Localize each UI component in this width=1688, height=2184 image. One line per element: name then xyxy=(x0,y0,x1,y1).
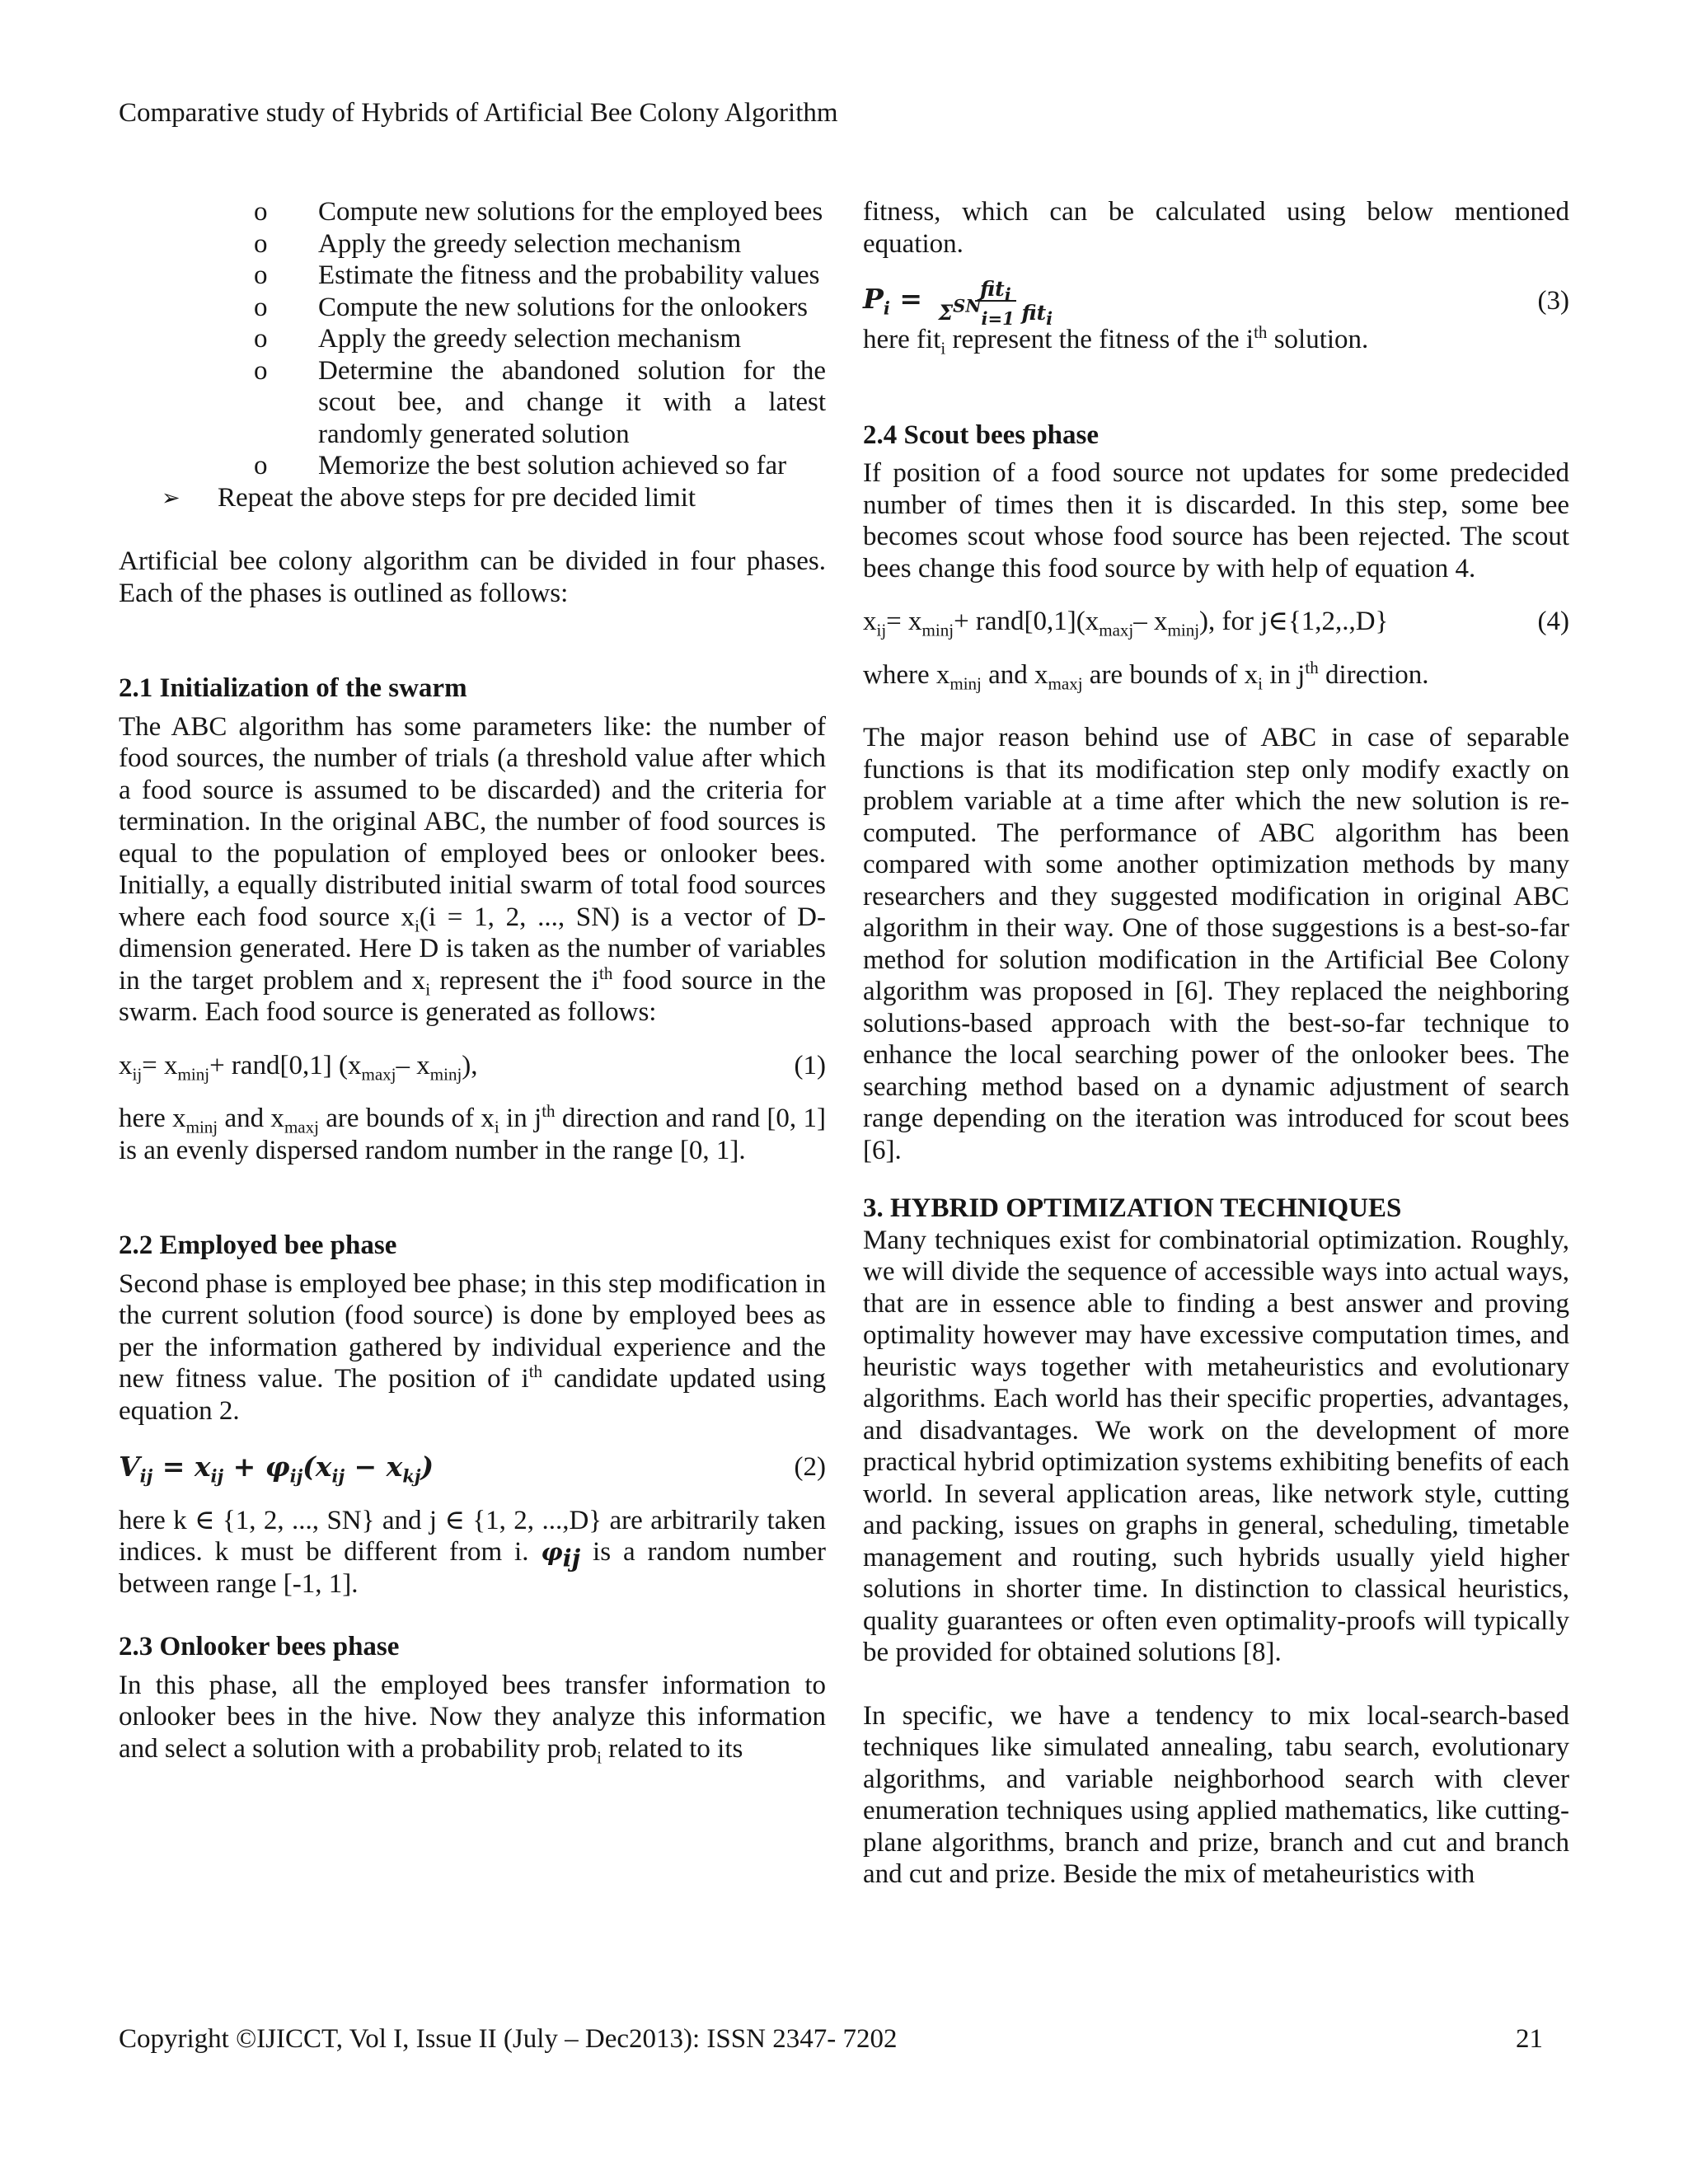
equation-1-body: $x_{ij}= x_{minj}+$ rand[0,1] ($x_{maxj}-$ $x_{minj}$), xyxy=(119,1050,478,1085)
algorithm-steps-list xyxy=(119,196,826,482)
equation-3-number: (3) xyxy=(1537,285,1569,316)
list-item: o Compute the new solutions for the onlookers xyxy=(254,292,808,322)
bullet-icon: o xyxy=(254,292,268,322)
running-head: Comparative study of Hybrids of Artificial Bee Colony Algorithm xyxy=(119,98,838,128)
bullet-icon: o xyxy=(254,197,268,227)
section-2-4-text: If position of a food source not updates for some predecided number of times then it is discarded. In this step, some bee becomes scout whose food source has been rejected. The scout bees change this food source by with help of equation 4. xyxy=(863,458,1569,583)
section-2-3-continued: fitness, which can be calculated using below mentioned equation. xyxy=(863,197,1569,259)
bullet-icon: o xyxy=(254,324,268,354)
equation-3-note: here fit$_i$ represent the fitness of the $i^{th}$ solution. xyxy=(863,322,1369,359)
right-column xyxy=(863,196,1569,1891)
list-item: o Estimate the fitness and the probability values xyxy=(254,260,820,290)
abc-modification-paragraph: The major reason behind use of ABC in case of separable functions is that its modification step only modify exactly on problem variable at a time after which the new solution is re-computed. The performance of ABC algorithm has been compared with some another optimization methods by many researchers and they suggested modification in original ABC algorithm in their way. One of those suggestions is a best-so-far method for solution modification in the Artificial Bee Colony algorithm was proposed in [6]. They replaced the neighboring solutions-based approach with the best-so-far technique to enhance the local searching power of the onlooker bees. The searching method based on a dynamic adjustment of search range depending on the iteration was introduced for scout bees [6]. xyxy=(863,723,1569,1165)
copyright-notice: Copyright ©IJICCT, Vol I, Issue II (July – Dec2013): ISSN 2347- 7202 xyxy=(119,2024,898,2054)
left-column xyxy=(119,196,826,1768)
equation-4-note: where $x_{minj}$ and $x_{maxj}$ are bounds of $x_i$ in $j^{th}$ direction. xyxy=(863,657,1429,694)
section-2-1-text: The ABC algorithm has some parameters like: the number of food sources, the number of trials (a threshold value after which a food source is assumed to be discarded) and the criteria for termination. In the original ABC, the number of food sources is equal to the population of employed bees or onlooker bees. Initially, a equally distributed initial swarm of total food sources where each food source $x_i(i = 1$, 2, ..., SN) is a vector of D-dimension generated. Here D is taken as the number of variables in the target problem and $x_i$ represent the $i^{th}$ food source in the swarm. Each food source is generated as follows: xyxy=(119,711,826,1027)
equation-2-number: (2) xyxy=(794,1452,826,1482)
list-item: o Memorize the best solution achieved so far xyxy=(254,451,787,480)
equation-1 xyxy=(119,1050,826,1085)
equation-4-body: $x_{ij}= x_{minj}+$ $rand[0,1](x_{maxj}-$ $x_{minj}$), for j∈{1,2,.,D} xyxy=(863,607,1389,640)
phases-intro: Artificial bee colony algorithm can be divided in four phases. Each of the phases is outlined as follows: xyxy=(119,546,826,608)
section-3-paragraph-2: In specific, we have a tendency to mix local-search-based techniques like simulated annealing, tabu search, evolutionary algorithms, and variable neighborhood search with clever enumeration techniques using applied mathematics, like cutting-plane algorithms, branch and prize, branch and cut and branch and cut and prize. Beside the mix of metaheuristics with xyxy=(863,1700,1569,1889)
section-2-3-heading: 2.3 Onlooker bees phase xyxy=(119,1632,400,1661)
repeat-step: ➢ Repeat the above steps for pre decided limit xyxy=(162,482,696,513)
phi-symbol: φ xyxy=(541,1538,563,1566)
bullet-icon: o xyxy=(254,260,268,290)
page-number: 21 xyxy=(1516,2024,1543,2054)
bullet-icon: o xyxy=(254,451,268,480)
page-footer xyxy=(119,2023,1543,2055)
equation-1-note: here $x_{minj}$ and $x_{maxj}$ are bounds of $x_i$ in $j^{th}$ direction and rand [0, 1] is an evenly dispersed random number in the range [0, 1]. xyxy=(119,1101,826,1165)
section-2-4-heading: 2.4 Scout bees phase xyxy=(863,419,1100,450)
list-item: o Compute new solutions for the employed bees xyxy=(254,197,823,227)
arrow-bullet-icon: ➢ xyxy=(162,485,181,510)
equation-2 xyxy=(119,1451,826,1487)
equation-2-body: $V_{ij} = x_{ij} + \varphi_{ij}(x_{ij} - x_{kj})$ xyxy=(119,1451,434,1487)
list-item: o Determine the abandoned solution for the scout bee, and change it with a latest randomly generated solution xyxy=(254,355,826,449)
section-2-2-text: Second phase is employed bee phase; in this step modification in the current solution (food source) is done by employed bees as per the information gathered by individual experience and the new fitness value. The position of $i^{th}$ candidate updated using equation 2. xyxy=(119,1268,826,1426)
equation-4 xyxy=(863,606,1569,638)
list-item: o Apply the greedy selection mechanism xyxy=(254,228,742,259)
list-item: o Apply the greedy selection mechanism xyxy=(254,324,742,354)
section-2-1-heading: 2.1 Initialization of the swarm xyxy=(119,673,467,703)
equation-3 xyxy=(863,277,1569,329)
section-2-3-text: In this phase, all the employed bees transfer information to onlooker bees in the hive. Now they analyze this information and select a solution with a probability prob$_i$ related to its xyxy=(119,1670,826,1768)
equation-3-fraction: $\frac{fit_i}{\Sigma^{SN}_{i=1} fit_i}$ xyxy=(938,277,1053,329)
section-2-2-heading: 2.2 Employed bee phase xyxy=(119,1230,397,1260)
equation-2-note: here k ∈ {1, 2, ..., SN} and j ∈ {1, 2, ...,D} are arbitrarily taken indices. k must be different from i. $\varphi_{ij}$ is a random number between range [-1, 1]. xyxy=(119,1505,826,1599)
equation-4-number: (4) xyxy=(1537,607,1569,636)
equation-1-number: (1) xyxy=(794,1050,826,1080)
section-3-heading: 3. HYBRID OPTIMIZATION TECHNIQUES xyxy=(863,1193,1402,1223)
equation-3-body: $P_i$ = $\frac{fit_i}{\Sigma^{SN}_{i=1} fit_i}$ xyxy=(863,277,1053,329)
bullet-icon: o xyxy=(254,355,268,386)
section-3-paragraph-1: Many techniques exist for combinatorial optimization. Roughly, we will divide the sequence of accessible ways into actual ways, that are in essence able to finding a best answer and proving optimality however may have excessive computation times, and heuristic ways together with metaheuristics and evolutionary algorithms. Each world has their specific properties, advantages, and disadvantages. We work on the development of more practical hybrid optimization systems exhibiting benefits of each world. In several application areas, like network style, cutting and packing, issues on graphs in general, scheduling, timetable management and routing, such hybrids usually yield higher solutions in shorter time. In distinction to classical heuristics, quality guarantees or often even optimality-proofs will typically be provided for obtained solutions [8]. xyxy=(863,1225,1569,1667)
bullet-icon: o xyxy=(254,228,268,259)
